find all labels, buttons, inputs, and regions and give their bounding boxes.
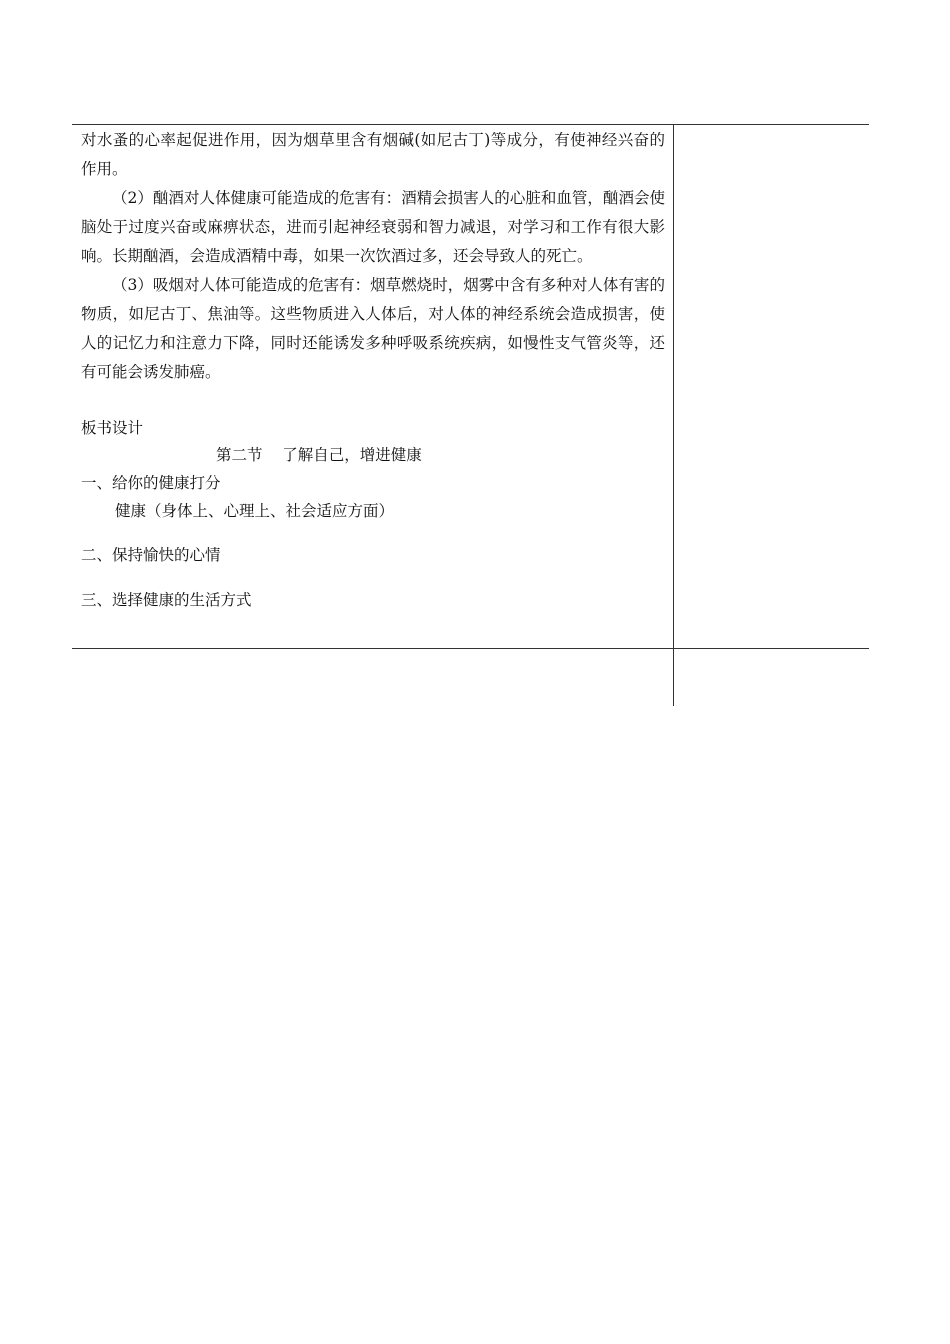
table-bottom-border bbox=[72, 648, 869, 649]
paragraph-smoking-harm: （3）吸烟对人体可能造成的危害有：烟草燃烧时，烟雾中含有多种对人体有害的物质，如尼古丁、焦油等。这些物质进入人体后，对人体的神经系统会造成损害，使人的记忆力和注意力下降，同时还能诱发多种呼吸系统疾病，如慢性支气管炎等，还有可能会诱发肺癌。 bbox=[81, 276, 665, 381]
paragraph-continued: 对水蚤的心率起促进作用，因为烟草里含有烟碱(如尼古丁)等成分，有使神经兴奋的作用。 bbox=[81, 131, 665, 178]
board-design-label: 板书设计 bbox=[81, 419, 144, 437]
board-item-1: 一、给你的健康打分 bbox=[81, 474, 221, 492]
table-top-border bbox=[72, 124, 869, 125]
board-item-2: 二、保持愉快的心情 bbox=[81, 546, 221, 564]
board-design-title: 第二节 了解自己，增进健康 bbox=[216, 446, 422, 464]
paragraph-alcohol-harm: （2）酗酒对人体健康可能造成的危害有：酒精会损害人的心脏和血管，酗酒会使脑处于过度兴奋或麻痹状态，进而引起神经衰弱和智力减退，对学习和工作有很大影响。长期酗酒，会造成酒精中毒，如果一次饮酒过多，还会导致人的死亡。 bbox=[81, 189, 665, 265]
board-item-1-sub: 健康（身体上、心理上、社会适应方面） bbox=[115, 502, 395, 520]
table-column-divider bbox=[673, 124, 674, 706]
main-text-cell bbox=[81, 126, 665, 387]
board-item-3: 三、选择健康的生活方式 bbox=[81, 591, 252, 609]
